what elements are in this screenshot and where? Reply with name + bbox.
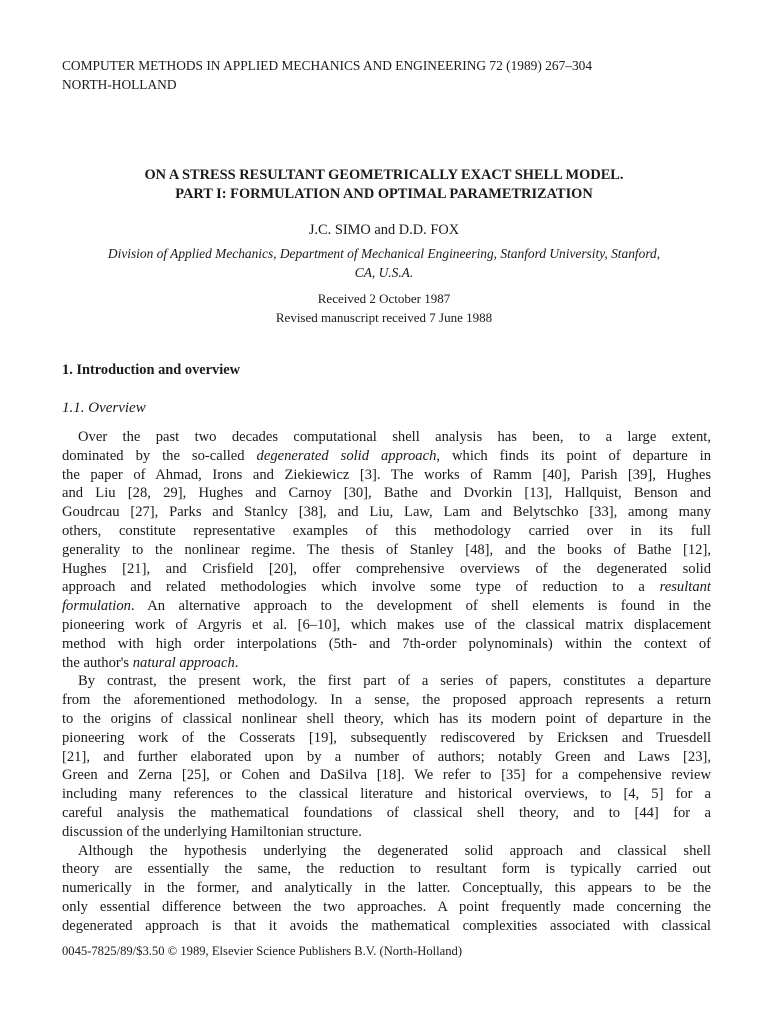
text-line: By contrast, the present work, the first part of a series of papers, constitutes a departure <box>78 673 711 690</box>
text-line: Over the past two decades computational shell analysis has been, to a large extent, <box>78 429 711 445</box>
affiliation-line-1: Division of Applied Mechanics, Department of Mechanical Engineering, Stanford University, Stanford, <box>107 246 661 261</box>
text-line: generality to the nonlinear regime. The thesis of Stanley [48], and the books of Bathe [12], <box>62 541 711 558</box>
authors: J.C. SIMO and D.D. FOX <box>308 222 460 238</box>
text-line: Green and Zerna [25], or Cohen and DaSilva [18]. We refer to [35] for a compehensive review <box>62 767 711 784</box>
text-line: the author's natural approach. <box>62 654 239 671</box>
text-line: [21], and further elaborated upon by a number of authors; notably Green and Laws [23], <box>62 748 711 765</box>
text-line: approach and related methodologies which involve some type of reduction to a resultant <box>62 579 711 596</box>
body-text <box>62 428 711 936</box>
text-line: dominated by the so-called degenerated solid approach, which finds its point of departure in <box>62 447 711 464</box>
text-line: numerically in the former, and analytically in the latter. Conceptually, this appears to be the <box>62 880 711 897</box>
affiliation-line-2: CA, U.S.A. <box>354 265 414 280</box>
footer-copyright: 0045-7825/89/$3.50 © 1989, Elsevier Science Publishers B.V. (North-Holland) <box>62 944 463 958</box>
revised-date: Revised manuscript received 7 June 1988 <box>275 310 493 325</box>
text-line: pioneering work of the Cosserats [19], subsequently rediscovered by Ericksen and Truesdell <box>62 729 711 746</box>
text-line: discussion of the underlying Hamiltonian structure. <box>62 823 362 840</box>
text-line: Hughes [21], and Crisfield [20], offer comprehensive overviews of the degenerated solid <box>62 560 711 577</box>
paper-title <box>0 166 768 204</box>
text-line: theory are essentially the same, the reduction to resultant form is typically carried out <box>62 861 711 878</box>
text-line: Goudrcau [27], Parks and Stanlcy [38], and Liu, Law, Lam and Belytschko [33], among many <box>62 504 711 521</box>
title-line-1: ON A STRESS RESULTANT GEOMETRICALLY EXACT SHELL MODEL. <box>144 167 624 183</box>
title-line-2: PART I: FORMULATION AND OPTIMAL PARAMETRIZATION <box>175 186 593 202</box>
subsection-heading: 1.1. Overview <box>62 400 146 416</box>
text-line: from the aforementioned methodology. In a sense, the proposed approach represents a return <box>62 692 711 709</box>
received-date: Received 2 October 1987 <box>317 291 451 306</box>
text-line: to the origins of classical nonlinear shell theory, which has its modern point of departure in the <box>62 710 711 727</box>
affiliation <box>80 244 688 282</box>
text-line: method with high order interpolations (5th- and 7th-order polynominals) within the context of <box>62 635 711 652</box>
publisher-line: NORTH-HOLLAND <box>62 77 177 92</box>
text-line: the paper of Ahmad, Irons and Ziekiewicz [3]. The works of Ramm [40], Parish [39], Hughes <box>62 466 711 483</box>
text-line: and Liu [28, 29], Hughes and Carnoy [30], Bathe and Dvorkin [13], Hallquist, Benson and <box>62 485 711 502</box>
text-line: others, constitute representative examples of this methodology carried over in its full <box>62 522 711 539</box>
dates <box>0 289 768 327</box>
text-line: only essential difference between the two approaches. A point frequently made concerning the <box>62 898 711 915</box>
text-line: including many references to the classical literature and historical overviews, to [4, 5] for a <box>62 786 711 803</box>
text-line: careful analysis the mathematical foundations of classical shell theory, and to [44] for a <box>62 804 711 821</box>
text-line: pioneering work of Argyris et al. [6–10], which makes use of the classical matrix displacement <box>62 616 711 633</box>
text-line: Although the hypothesis underlying the degenerated solid approach and classical shell <box>78 842 711 859</box>
text-line: formulation. An alternative approach to the development of shell elements is found in the <box>62 598 711 615</box>
journal-citation: COMPUTER METHODS IN APPLIED MECHANICS AND ENGINEERING 72 (1989) 267–304 <box>62 58 593 73</box>
journal-header <box>62 56 592 94</box>
text-line: degenerated approach is that it avoids the mathematical complexities associated with classical <box>62 917 711 934</box>
section-heading: 1. Introduction and overview <box>62 362 241 378</box>
